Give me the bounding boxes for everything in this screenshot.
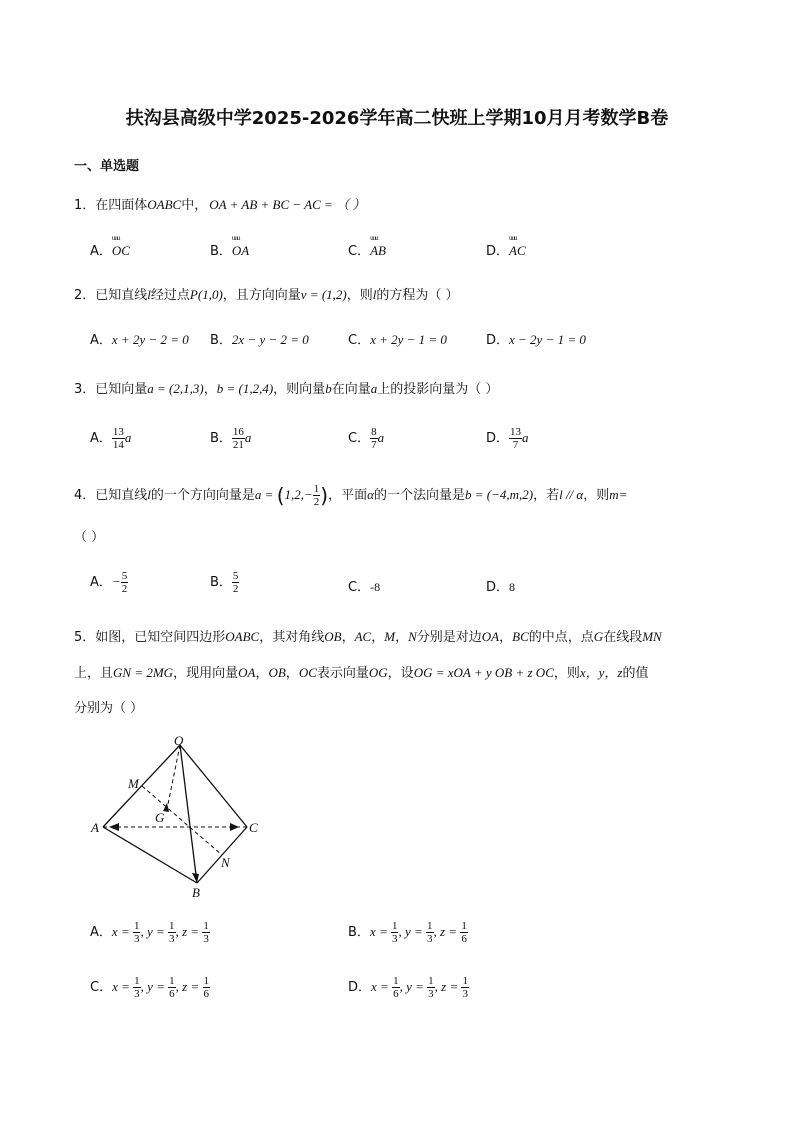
q1-option-a[interactable]: A．uuu OC bbox=[90, 240, 130, 259]
question-4-paren: （ ） bbox=[74, 530, 105, 545]
q4-option-c[interactable]: C．-8 bbox=[348, 580, 381, 595]
q5-option-c[interactable]: C．x = $\frac{1}{3}$ , y = $\frac{1}{6}$ , z = $\frac{1}{6}$ bbox=[90, 975, 210, 1000]
question-1-stem: 1．在四面体OABC中， OA + AB + BC − AC = （ ） bbox=[74, 197, 366, 213]
q1-option-d[interactable]: D．uuu AC bbox=[486, 240, 526, 259]
label-c: C bbox=[249, 820, 258, 835]
label-n: N bbox=[221, 855, 230, 870]
q3-option-a[interactable]: A． $\frac{13}{14}$ a bbox=[90, 426, 132, 451]
label-o: O bbox=[174, 733, 184, 748]
arrow-a bbox=[109, 823, 119, 831]
q5-option-b[interactable]: B．x = $\frac{1}{3}$ , y = $\frac{1}{3}$ , z = $\frac{1}{6}$ bbox=[348, 920, 467, 945]
q3-option-d[interactable]: D． $\frac{13}{7}$ a bbox=[486, 426, 529, 451]
q5-option-d[interactable]: D．x = $\frac{1}{6}$ , y = $\frac{1}{3}$ , z = $\frac{1}{3}$ bbox=[348, 975, 468, 1000]
edge-oa bbox=[103, 745, 180, 827]
q4-option-a[interactable]: A．− $\frac{5}{2}$ bbox=[90, 570, 128, 595]
q3-option-b[interactable]: B． $\frac{16}{21}$ a bbox=[210, 426, 252, 451]
question-4-stem: 4．已知直线l的一个方向向量是a = (1,2,− $\frac{1}{2}$ )，平面α的一个法向量是b = (−4,m,2)，若l // α，则m= bbox=[74, 483, 628, 508]
page-title: 扶沟县高级中学2025-2026学年高二快班上学期10月月考数学B卷 bbox=[125, 108, 669, 129]
q1-expression: OA + AB + BC − AC = （ ） bbox=[209, 197, 366, 212]
q5-option-a[interactable]: A．x = $\frac{1}{3}$ , y = $\frac{1}{3}$ , z = $\frac{1}{3}$ bbox=[90, 920, 209, 945]
label-m: M bbox=[128, 776, 139, 791]
question-2-stem: 2．已知直线l经过点P(1,0)，且方向向量v = (1,2)，则l的方程为（ ） bbox=[74, 287, 459, 303]
section-heading: 一、单选题 bbox=[74, 159, 140, 174]
q2-option-a[interactable]: A．x + 2y − 2 = 0 bbox=[90, 332, 189, 348]
q1-option-b[interactable]: B．uuu OA bbox=[210, 240, 249, 259]
q2-option-c[interactable]: C．x + 2y − 1 = 0 bbox=[348, 332, 447, 348]
tetrahedron-figure bbox=[85, 733, 270, 903]
question-5-line2: 上，且GN = 2MG，现用向量OA，OB，OC表示向量OG，设OG = xOA + y OB + z OC，则x，y，z的值 bbox=[74, 665, 649, 681]
edge-ab bbox=[103, 827, 197, 883]
question-5-line3: 分别为（ ） bbox=[74, 701, 144, 716]
question-5-line1: 5．如图，已知空间四边形OABC，其对角线OB，AC，M，N分别是对边OA，BC的中点，点G在线段MN bbox=[74, 629, 662, 645]
q2-option-b[interactable]: B．2x − y − 2 = 0 bbox=[210, 332, 309, 348]
q3-option-c[interactable]: C． $\frac{8}{7}$ a bbox=[348, 426, 385, 451]
segment-mn bbox=[142, 786, 222, 855]
q1-option-c[interactable]: C．uuu AB bbox=[348, 240, 386, 259]
arrow-c bbox=[230, 823, 239, 831]
label-b: B bbox=[192, 885, 200, 900]
question-3-stem: 3．已知向量a = (2,1,3)，b = (1,2,4)，则向量b在向量a上的投影向量为（ ） bbox=[74, 381, 499, 397]
edge-oc bbox=[180, 745, 247, 827]
q4-option-b[interactable]: B． $\frac{5}{2}$ bbox=[210, 570, 239, 595]
q2-option-d[interactable]: D．x − 2y − 1 = 0 bbox=[486, 332, 586, 348]
label-g: G bbox=[155, 810, 165, 825]
edge-ob bbox=[180, 745, 197, 883]
label-a: A bbox=[91, 820, 99, 835]
q4-option-d[interactable]: D．8 bbox=[486, 580, 516, 595]
segment-og bbox=[167, 745, 180, 809]
